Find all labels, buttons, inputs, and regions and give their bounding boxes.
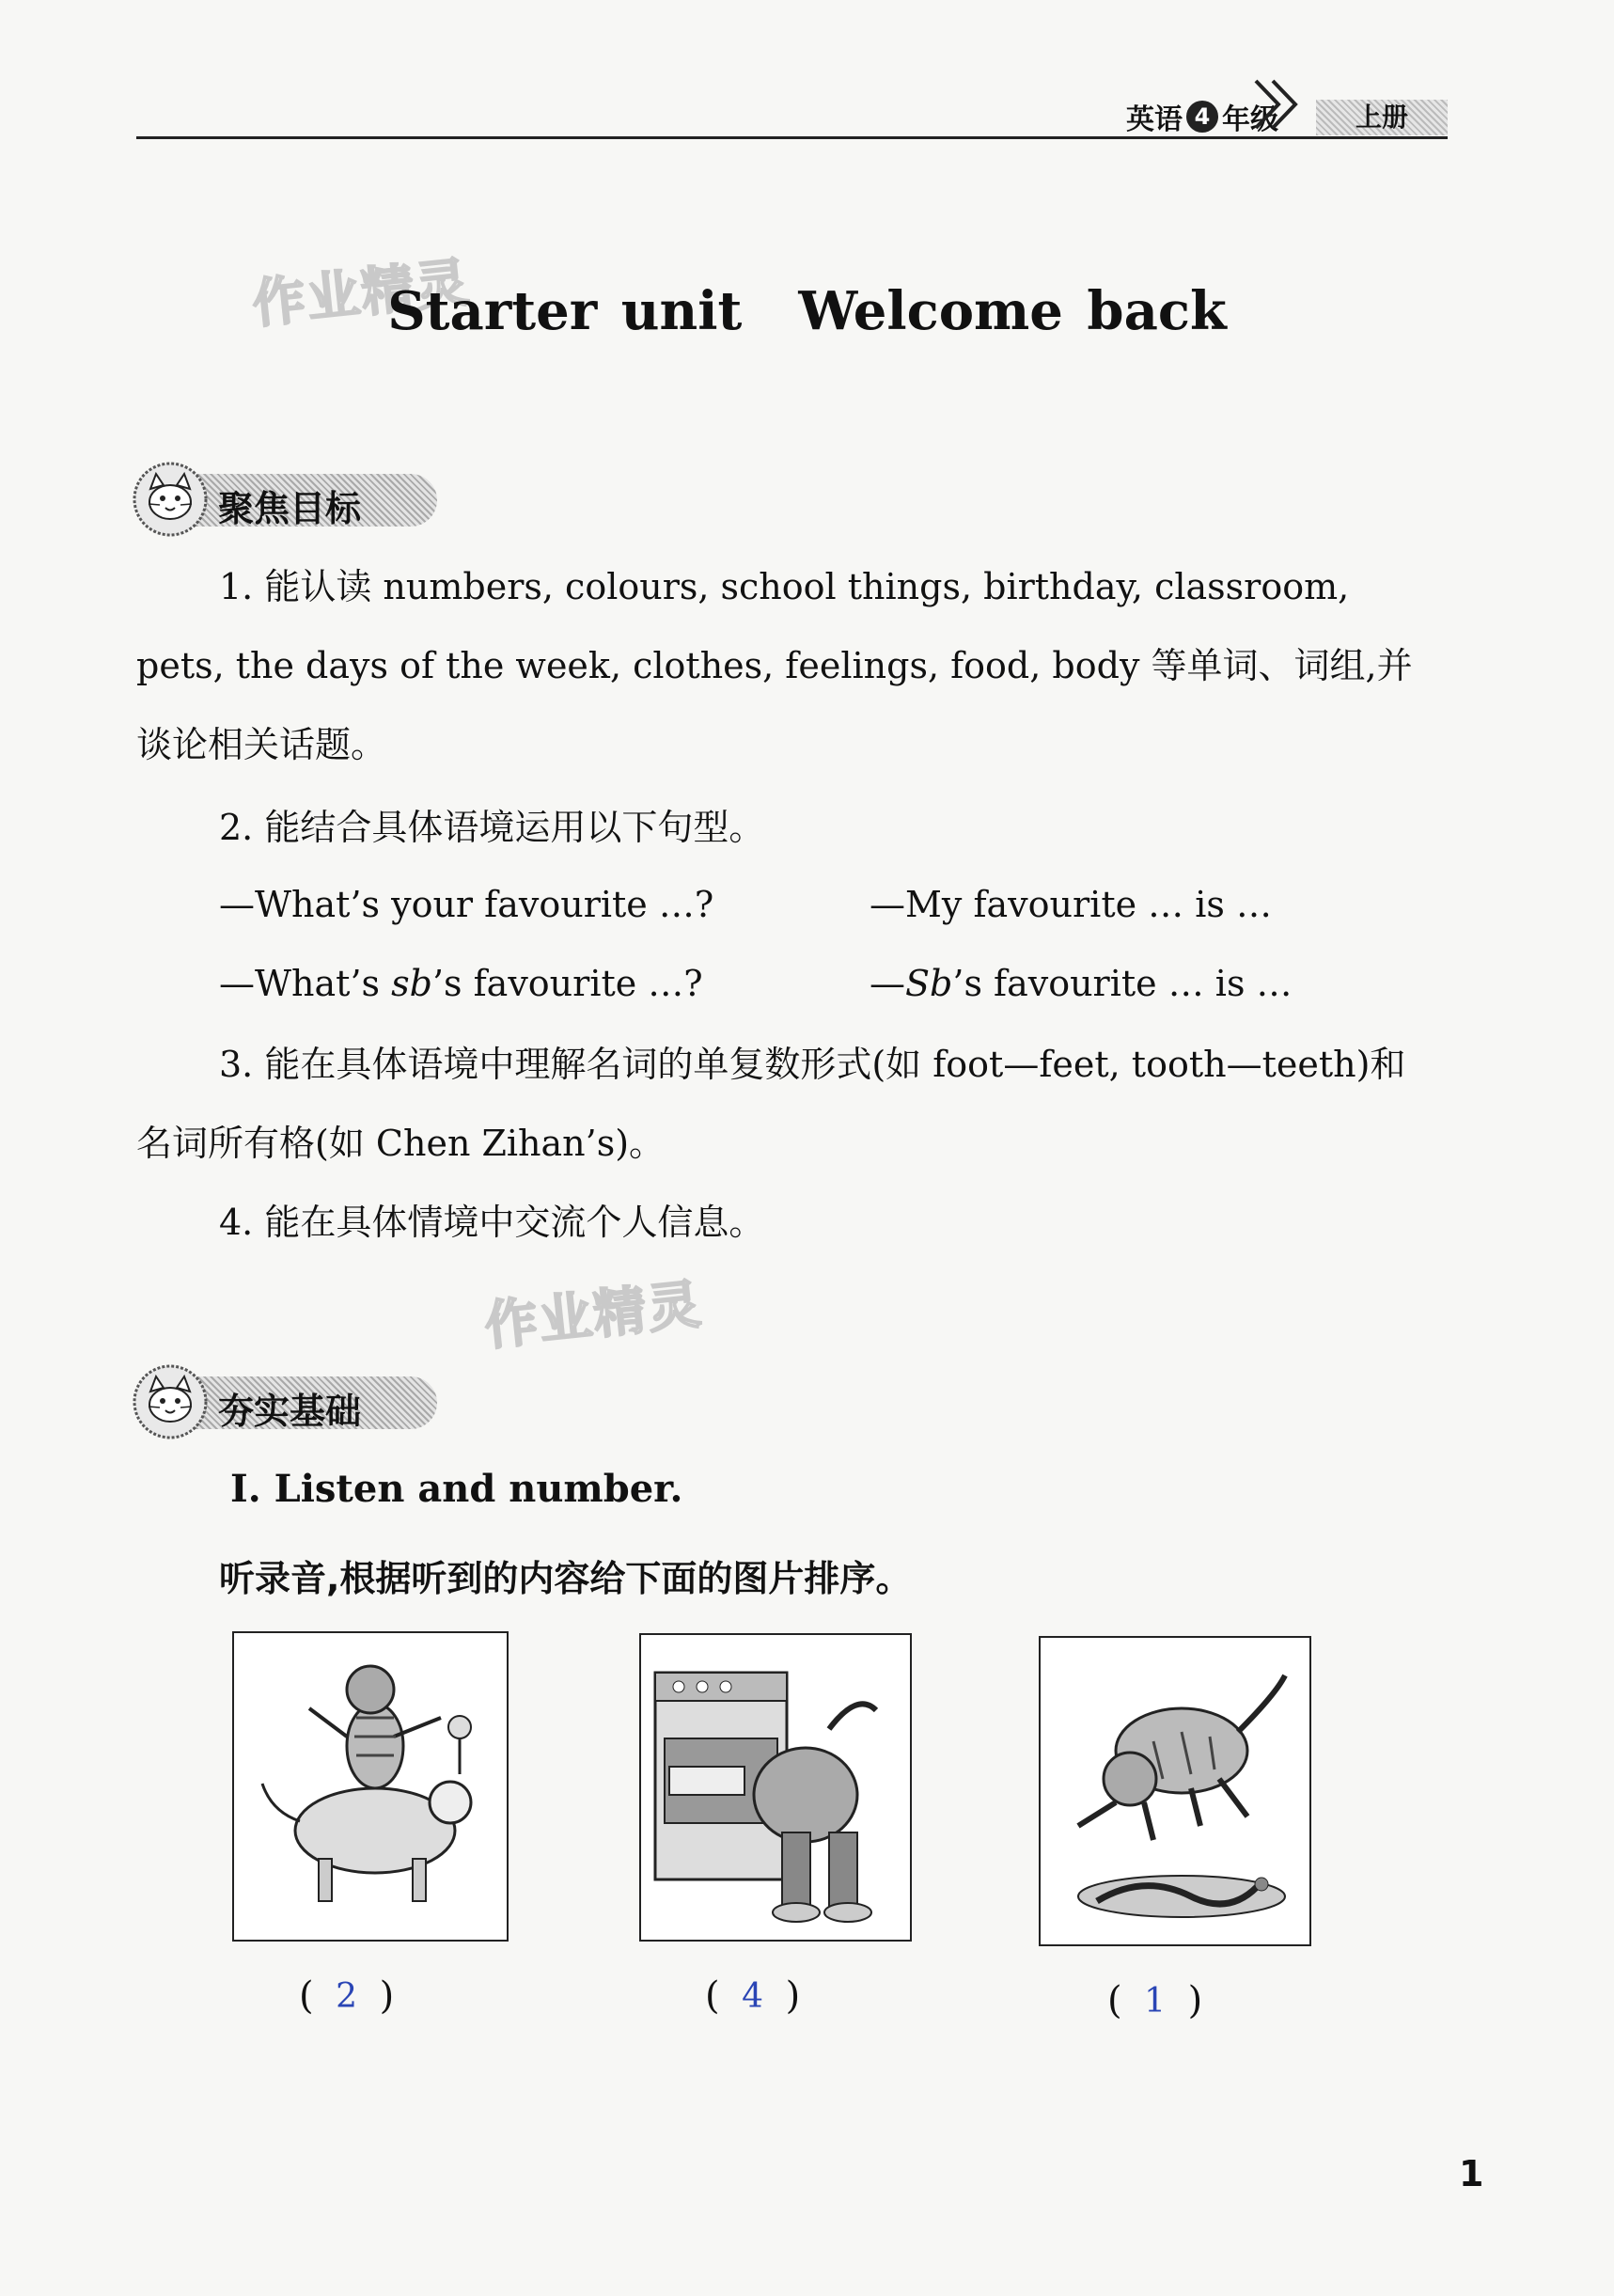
watermark-middle: 作业精灵 (481, 1274, 706, 1358)
exercise-title: Ⅰ. Listen and number. (230, 1467, 683, 1511)
grade-badge: 4 (1186, 101, 1218, 133)
pattern-question-2 (219, 963, 703, 1004)
picture-tiger-riding-cow (232, 1631, 509, 1942)
tiger-riding-cow-illustration (234, 1633, 507, 1940)
grade-suffix: 年级 (1222, 103, 1278, 136)
section-header-goals (132, 461, 442, 536)
pattern-a2-pre: — (870, 963, 905, 1004)
section-header-basics (132, 1363, 442, 1439)
section-label-basics: 夯实基础 (218, 1391, 362, 1432)
header-divider (136, 136, 1448, 139)
page-number: 1 (1459, 2153, 1484, 2194)
goal-4: 4. 能在具体情境中交流个人信息。 (219, 1202, 765, 1243)
answer-blank-3[interactable] (1107, 1979, 1202, 2022)
chevron-right-icon (1250, 73, 1307, 135)
answer-blank-1[interactable] (299, 1974, 394, 2018)
paren-close: ) (379, 1974, 395, 2018)
paren-open: ( (299, 1974, 314, 2018)
pattern-a2-italic: Sb (905, 963, 953, 1004)
pattern-question-1: —What’s your favourite …? (219, 884, 714, 925)
answer-value-1: 2 (336, 1976, 358, 2016)
unit-title-part1: Starter unit (387, 280, 743, 342)
pattern-answer-1: —My favourite … is … (870, 884, 1272, 925)
pattern-answer-2 (870, 963, 1293, 1004)
pattern-q2-italic: sb (391, 963, 432, 1004)
pattern-q2-post: ’s favourite …? (431, 963, 703, 1004)
watermark-top: 作业精灵 (249, 252, 474, 336)
goal-3: 3. 能在具体语境中理解名词的单复数形式(如 foot—feet, tooth—teeth)和名词所有格(如 Chen Zihan’s)。 (136, 1044, 1406, 1164)
page-header (136, 66, 1448, 141)
goal-1: 1. 能认读 numbers, colours, school things, birthday, classroom, pets, the days of the week, clothes, feelings, food, body 等单词、词组,并谈论相关话题。 (136, 566, 1413, 765)
paren-open: ( (705, 1974, 720, 2018)
subject-label: 英语 (1126, 103, 1183, 136)
paren-close: ) (785, 1974, 801, 2018)
paren-open: ( (1107, 1979, 1122, 2022)
tiger-jumping-snake-illustration (1041, 1638, 1309, 1944)
answer-blank-2[interactable] (705, 1974, 800, 2018)
volume-badge: 上册 (1316, 100, 1448, 135)
picture-tiger-jumping-snake (1039, 1636, 1311, 1946)
goal-2: 2. 能结合具体语境运用以下句型。 (219, 807, 765, 848)
cat-mascot-icon (132, 1363, 209, 1440)
picture-tiger-oven (639, 1633, 912, 1942)
exercise-instruction: 听录音,根据听到的内容给下面的图片排序。 (219, 1558, 912, 1599)
answer-value-2: 4 (742, 1976, 764, 2016)
section-label-goals: 聚焦目标 (218, 488, 362, 529)
tiger-oven-illustration (641, 1635, 910, 1940)
answer-value-3: 1 (1144, 1981, 1167, 2021)
paren-close: ) (1187, 1979, 1203, 2022)
unit-title-part2: Welcome back (798, 280, 1227, 342)
pattern-q2-pre: —What’s (219, 963, 392, 1004)
cat-mascot-icon (132, 461, 209, 538)
unit-title (0, 280, 1614, 342)
pattern-a2-post: ’s favourite … is … (952, 963, 1293, 1004)
